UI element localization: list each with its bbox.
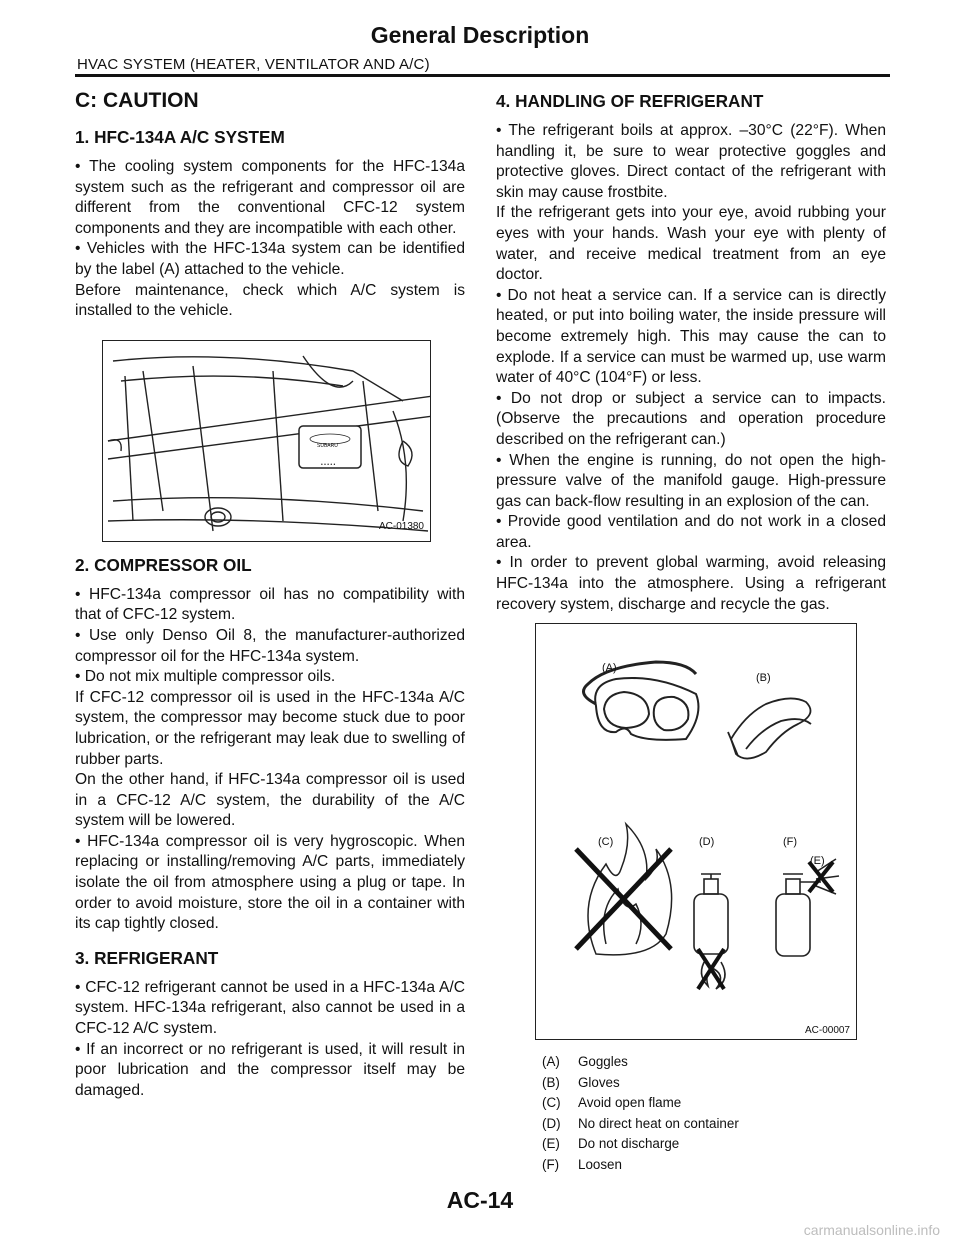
callout-c: (C) bbox=[598, 836, 614, 848]
gloves-icon bbox=[728, 698, 811, 758]
callout-d: (D) bbox=[699, 836, 715, 848]
section-subtitle: HVAC SYSTEM (HEATER, VENTILATOR AND A/C) bbox=[77, 56, 430, 73]
legend-item: (E) Do not discharge bbox=[542, 1136, 680, 1152]
section-4-title: 4. HANDLING OF REFRIGERANT bbox=[496, 91, 764, 111]
page-title: General Description bbox=[370, 22, 590, 48]
bullet: • If an incorrect or no refrigerant is used, it will result in poor lubrication and the compressor itself may be damaged. bbox=[75, 1040, 465, 1102]
label-brand-text: SUBARU bbox=[317, 442, 338, 449]
bullet: • Do not drop or subject a service can to impacts. (Observe the precautions and operation procedure described on the refrigerant can.) bbox=[496, 389, 886, 451]
bullet: • Use only Denso Oil 8, the manufacturer-authorized compressor oil for the HFC-134a system. bbox=[75, 626, 465, 667]
bullet: • In order to prevent global warming, avoid releasing HFC-134a into the atmosphere. Using a refrigerant recovery system, discharge and recycle the gas. bbox=[496, 553, 886, 615]
figure-code: AC-00007 bbox=[804, 1025, 850, 1036]
bullet: • CFC-12 refrigerant cannot be used in a HFC-134a A/C system. HFC-134a refrigerant, also cannot be used in a CFC-12 A/C system. bbox=[75, 978, 465, 1040]
callout-f: (F) bbox=[783, 836, 798, 848]
figure-protective-equipment bbox=[535, 623, 857, 1040]
section-3-title: 3. REFRIGERANT bbox=[75, 947, 219, 968]
watermark[interactable]: carmanualsonline.info bbox=[803, 1222, 940, 1238]
callout-b: (B) bbox=[756, 672, 771, 684]
bullet: • Do not heat a service can. If a service can is directly heated, or put into boiling water, the inside pressure will become extremely high. This may cause the can to explode. If a service can must be warmed up, use warm water of 40°C (104°F) or less. bbox=[496, 286, 886, 389]
legend-item: (B) Gloves bbox=[542, 1074, 620, 1090]
legend-item: (F) Loosen bbox=[542, 1156, 622, 1172]
figure-legend bbox=[542, 1052, 739, 1176]
callout-a: (A) bbox=[602, 662, 617, 674]
header-rule bbox=[75, 74, 890, 77]
paragraph: If the refrigerant gets into your eye, avoid rubbing your eyes with your hands. Wash your eye with plenty of water, and receive medical treatment from an eye doctor. bbox=[496, 204, 886, 284]
engine-compartment-illustration bbox=[103, 341, 430, 541]
safety-illustration bbox=[536, 624, 856, 1039]
bullet: • When the engine is running, do not open the high-pressure valve of the manifold gauge. High-pressure gas can back-flow resulting in an explosion of the can. bbox=[496, 451, 886, 513]
legend-item: (C) Avoid open flame bbox=[542, 1095, 682, 1111]
bullet: • The refrigerant boils at approx. –30°C (22°F). When handling it, be sure to wear protective goggles and protective gloves. Direct contact of the refrigerant with skin may cause frostbite. bbox=[496, 121, 886, 203]
caution-heading: C: CAUTION bbox=[75, 89, 199, 112]
label-dots-text: • • • • • bbox=[321, 461, 336, 468]
bullet: • HFC-134a compressor oil has no compatibility with that of CFC-12 system. bbox=[75, 585, 465, 626]
paragraph: On the other hand, if HFC-134a compressor oil is used in a CFC-12 A/C system, the durability of the A/C system will be lowered. bbox=[75, 771, 465, 830]
bullet: • Do not mix multiple compressor oils. bbox=[75, 667, 465, 688]
bullet: • Vehicles with the HFC-134a system can be identified by the label (A) attached to the vehicle. bbox=[75, 239, 465, 280]
bullet: • The cooling system components for the HFC-134a system such as the refrigerant and compressor oil are different from the conventional CFC-12 system components and they are incompatible with each other. bbox=[75, 157, 465, 239]
legend-item: (A) Goggles bbox=[542, 1054, 628, 1069]
loosen-can-icon bbox=[776, 859, 839, 956]
legend-item: (D) No direct heat on container bbox=[542, 1115, 739, 1131]
section-2-title: 2. COMPRESSOR OIL bbox=[75, 554, 252, 575]
section-1-title: 1. HFC-134A A/C SYSTEM bbox=[75, 127, 285, 147]
left-column bbox=[75, 88, 465, 1101]
paragraph: Before maintenance, check which A/C system is installed to the vehicle. bbox=[75, 281, 465, 320]
callout-e: (E) bbox=[810, 855, 825, 867]
bullet: • HFC-134a compressor oil is very hygroscopic. When replacing or installing/removing A/C parts, immediately isolate the oil from atmosphere using a plug or tape. In order to avoid moisture, store the oil in a container with its cap tightly closed. bbox=[75, 832, 465, 935]
figure-vehicle-label bbox=[102, 340, 431, 542]
paragraph: If CFC-12 compressor oil is used in the HFC-134a A/C system, the compressor may become stuck due to poor lubrication, or the refrigerant may leak due to swelling of rubber parts. bbox=[75, 688, 465, 768]
bullet: • Provide good ventilation and do not work in a closed area. bbox=[496, 512, 886, 553]
right-column bbox=[496, 88, 886, 615]
goggles-icon bbox=[584, 662, 699, 740]
figure-code: AC-01380 bbox=[378, 521, 424, 533]
page-number: AC-14 bbox=[446, 1187, 514, 1213]
